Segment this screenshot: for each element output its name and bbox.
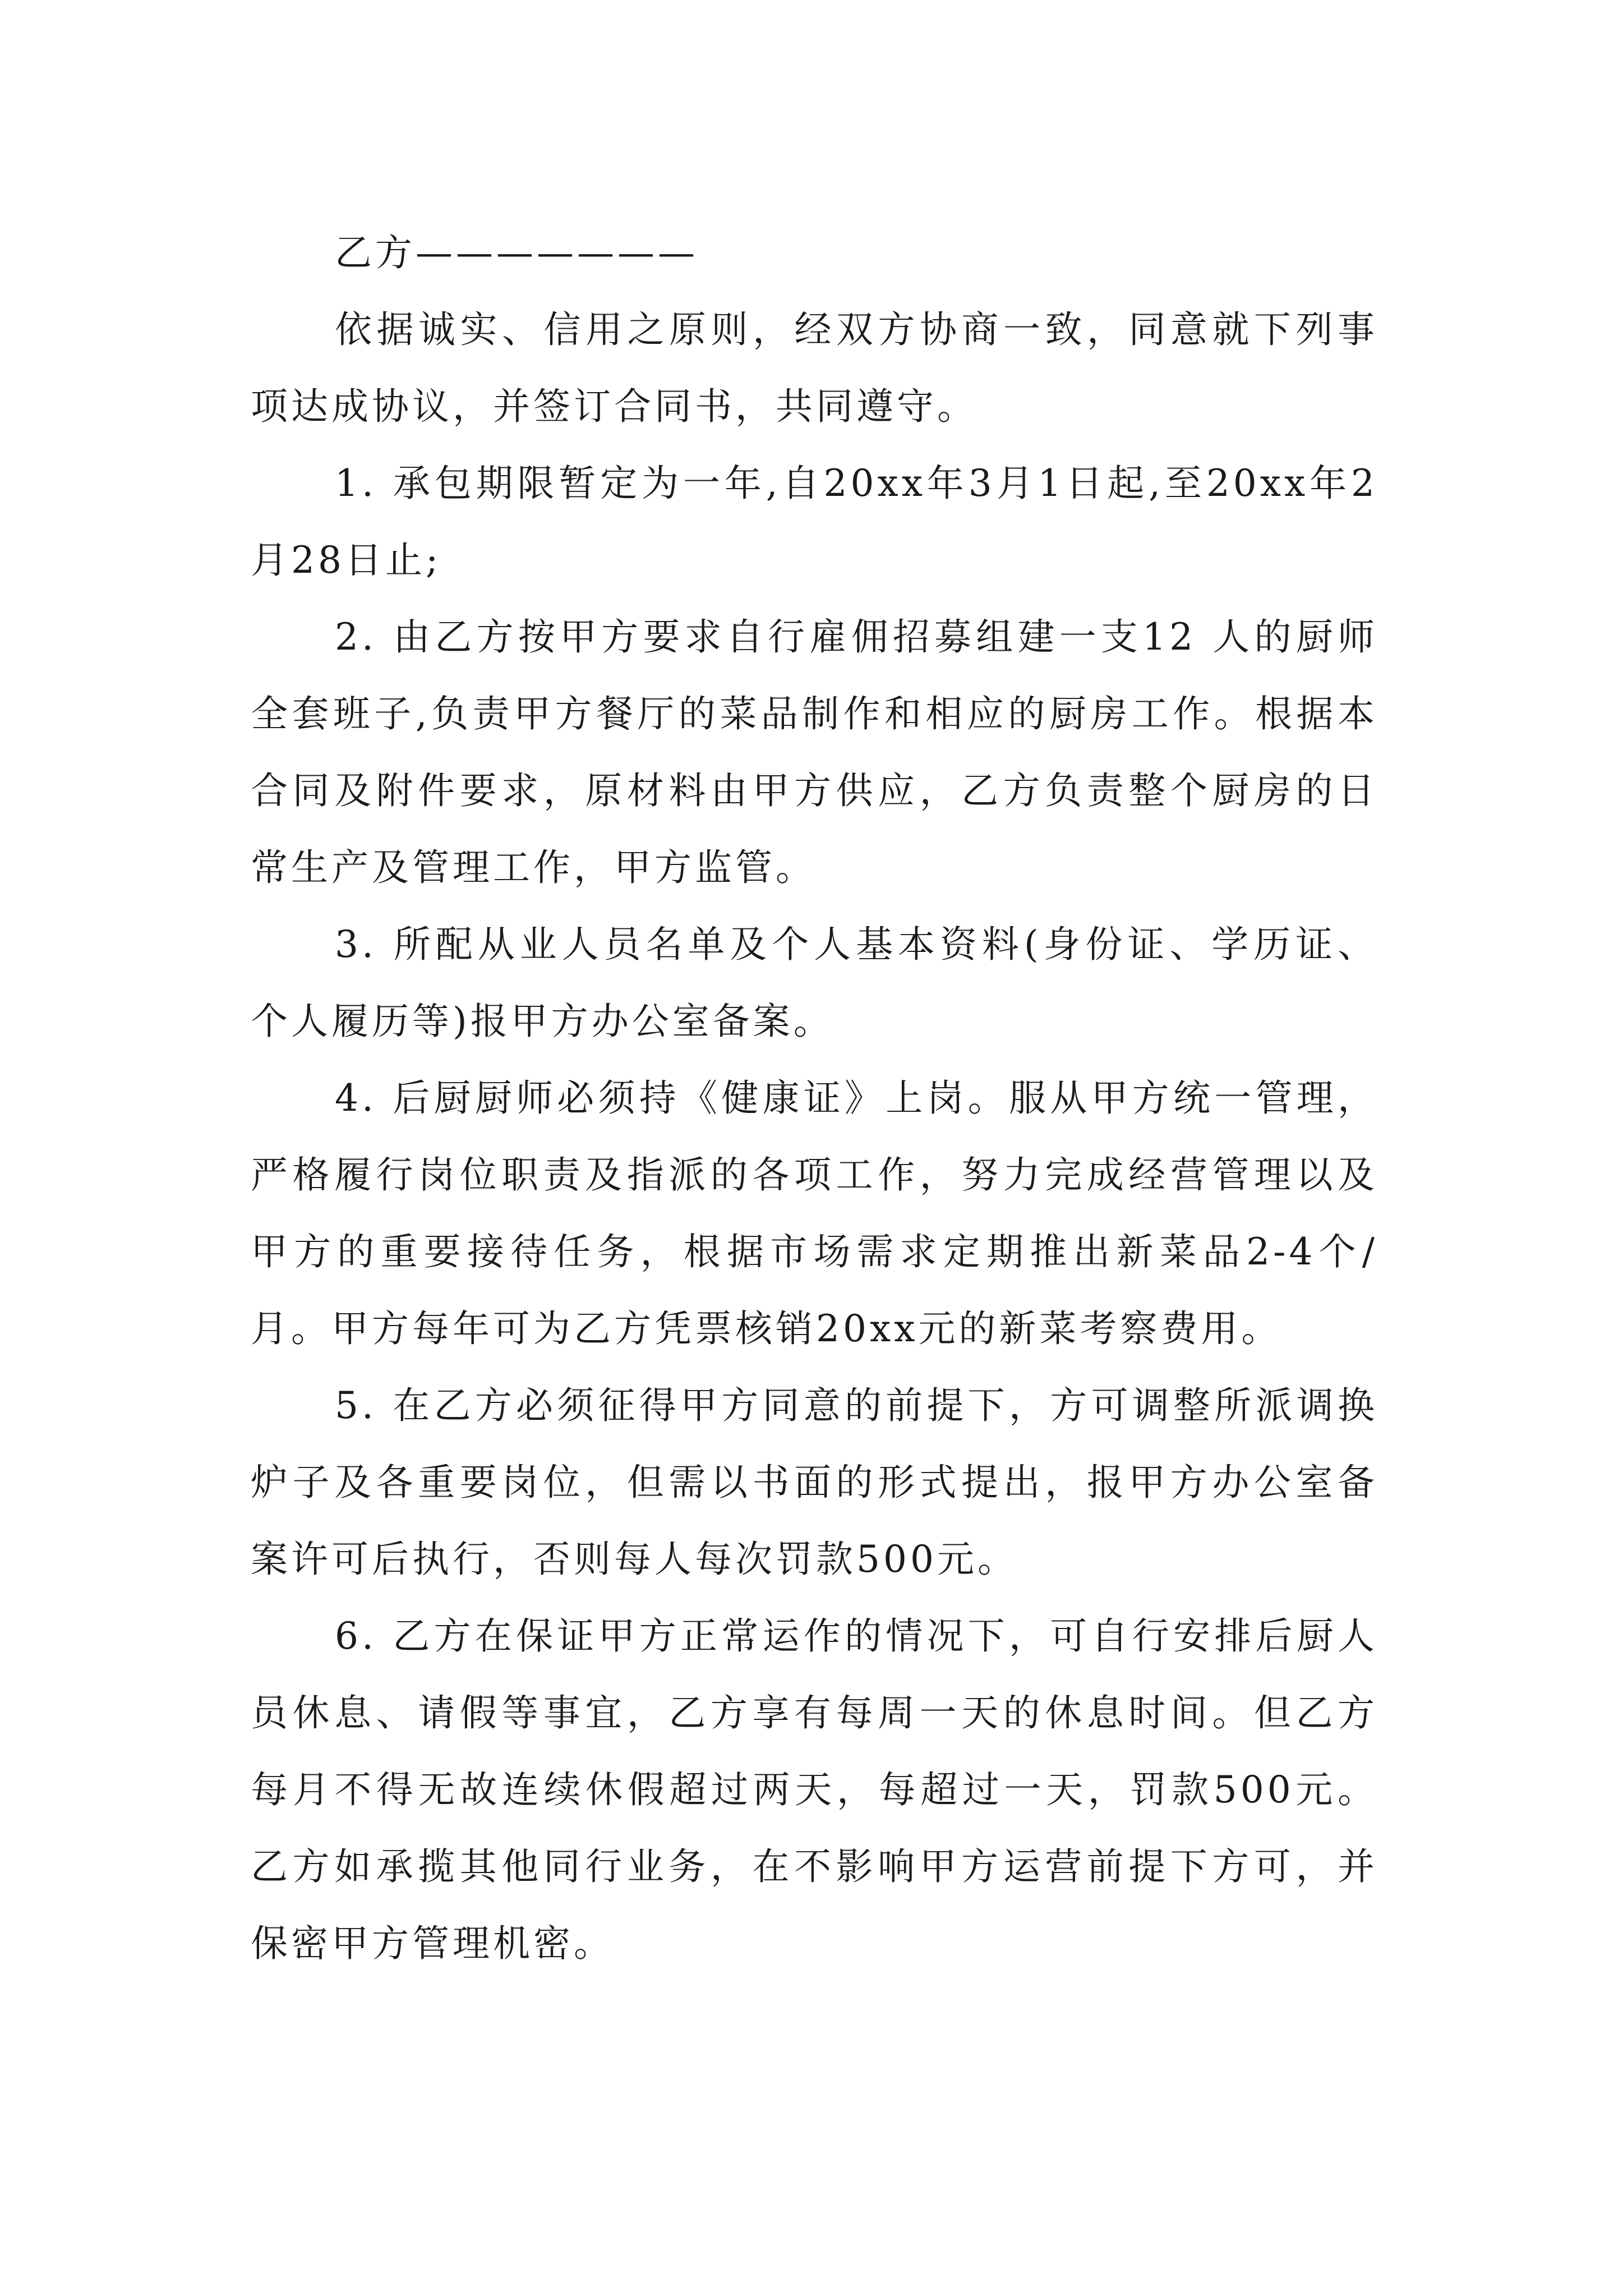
clause-5: 5. 在乙方必须征得甲方同意的前提下，方可调整所派调换炉子及各重要岗位，但需以书面的形式提出，报甲方办公室备案许可后执行，否则每人每次罚款500元。	[251, 1384, 1378, 1581]
clause-2: 2. 由乙方按甲方要求自行雇佣招募组建一支12 人的厨师全套班子,负责甲方餐厅的菜品制作和相应的厨房工作。根据本合同及附件要求，原材料由甲方供应，乙方负责整个厨房的日常生产及管理工作，甲方监管。	[251, 615, 1378, 889]
clause-3: 3. 所配从业人员名单及个人基本资料(身份证、学历证、个人履历等)报甲方办公室备案。	[251, 923, 1378, 1043]
preamble-paragraph: 依据诚实、信用之原则，经双方协商一致，同意就下列事项达成协议，并签订合同书，共同遵守。	[251, 308, 1378, 428]
clause-4: 4. 后厨厨师必须持《健康证》上岗。服从甲方统一管理，严格履行岗位职责及指派的各项工作，努力完成经营管理以及甲方的重要接待任务，根据市场需求定期推出新菜品2-4个/月。甲方每年可为乙方凭票核销20xx元的新菜考察费用。	[251, 1076, 1378, 1350]
clause-6: 6. 乙方在保证甲方正常运作的情况下，可自行安排后厨人员休息、请假等事宜，乙方享有每周一天的休息时间。但乙方每月不得无故连续休假超过两天，每超过一天，罚款500元。乙方如承揽其他同行业务，在不影响甲方运营前提下方可，并保密甲方管理机密。	[251, 1614, 1378, 1965]
contract-body	[251, 214, 1378, 1982]
clause-1: 1. 承包期限暂定为一年,自20xx年3月1日起,至20xx年2月28日止;	[251, 462, 1378, 582]
party-b-line: 乙方———————	[335, 231, 698, 274]
